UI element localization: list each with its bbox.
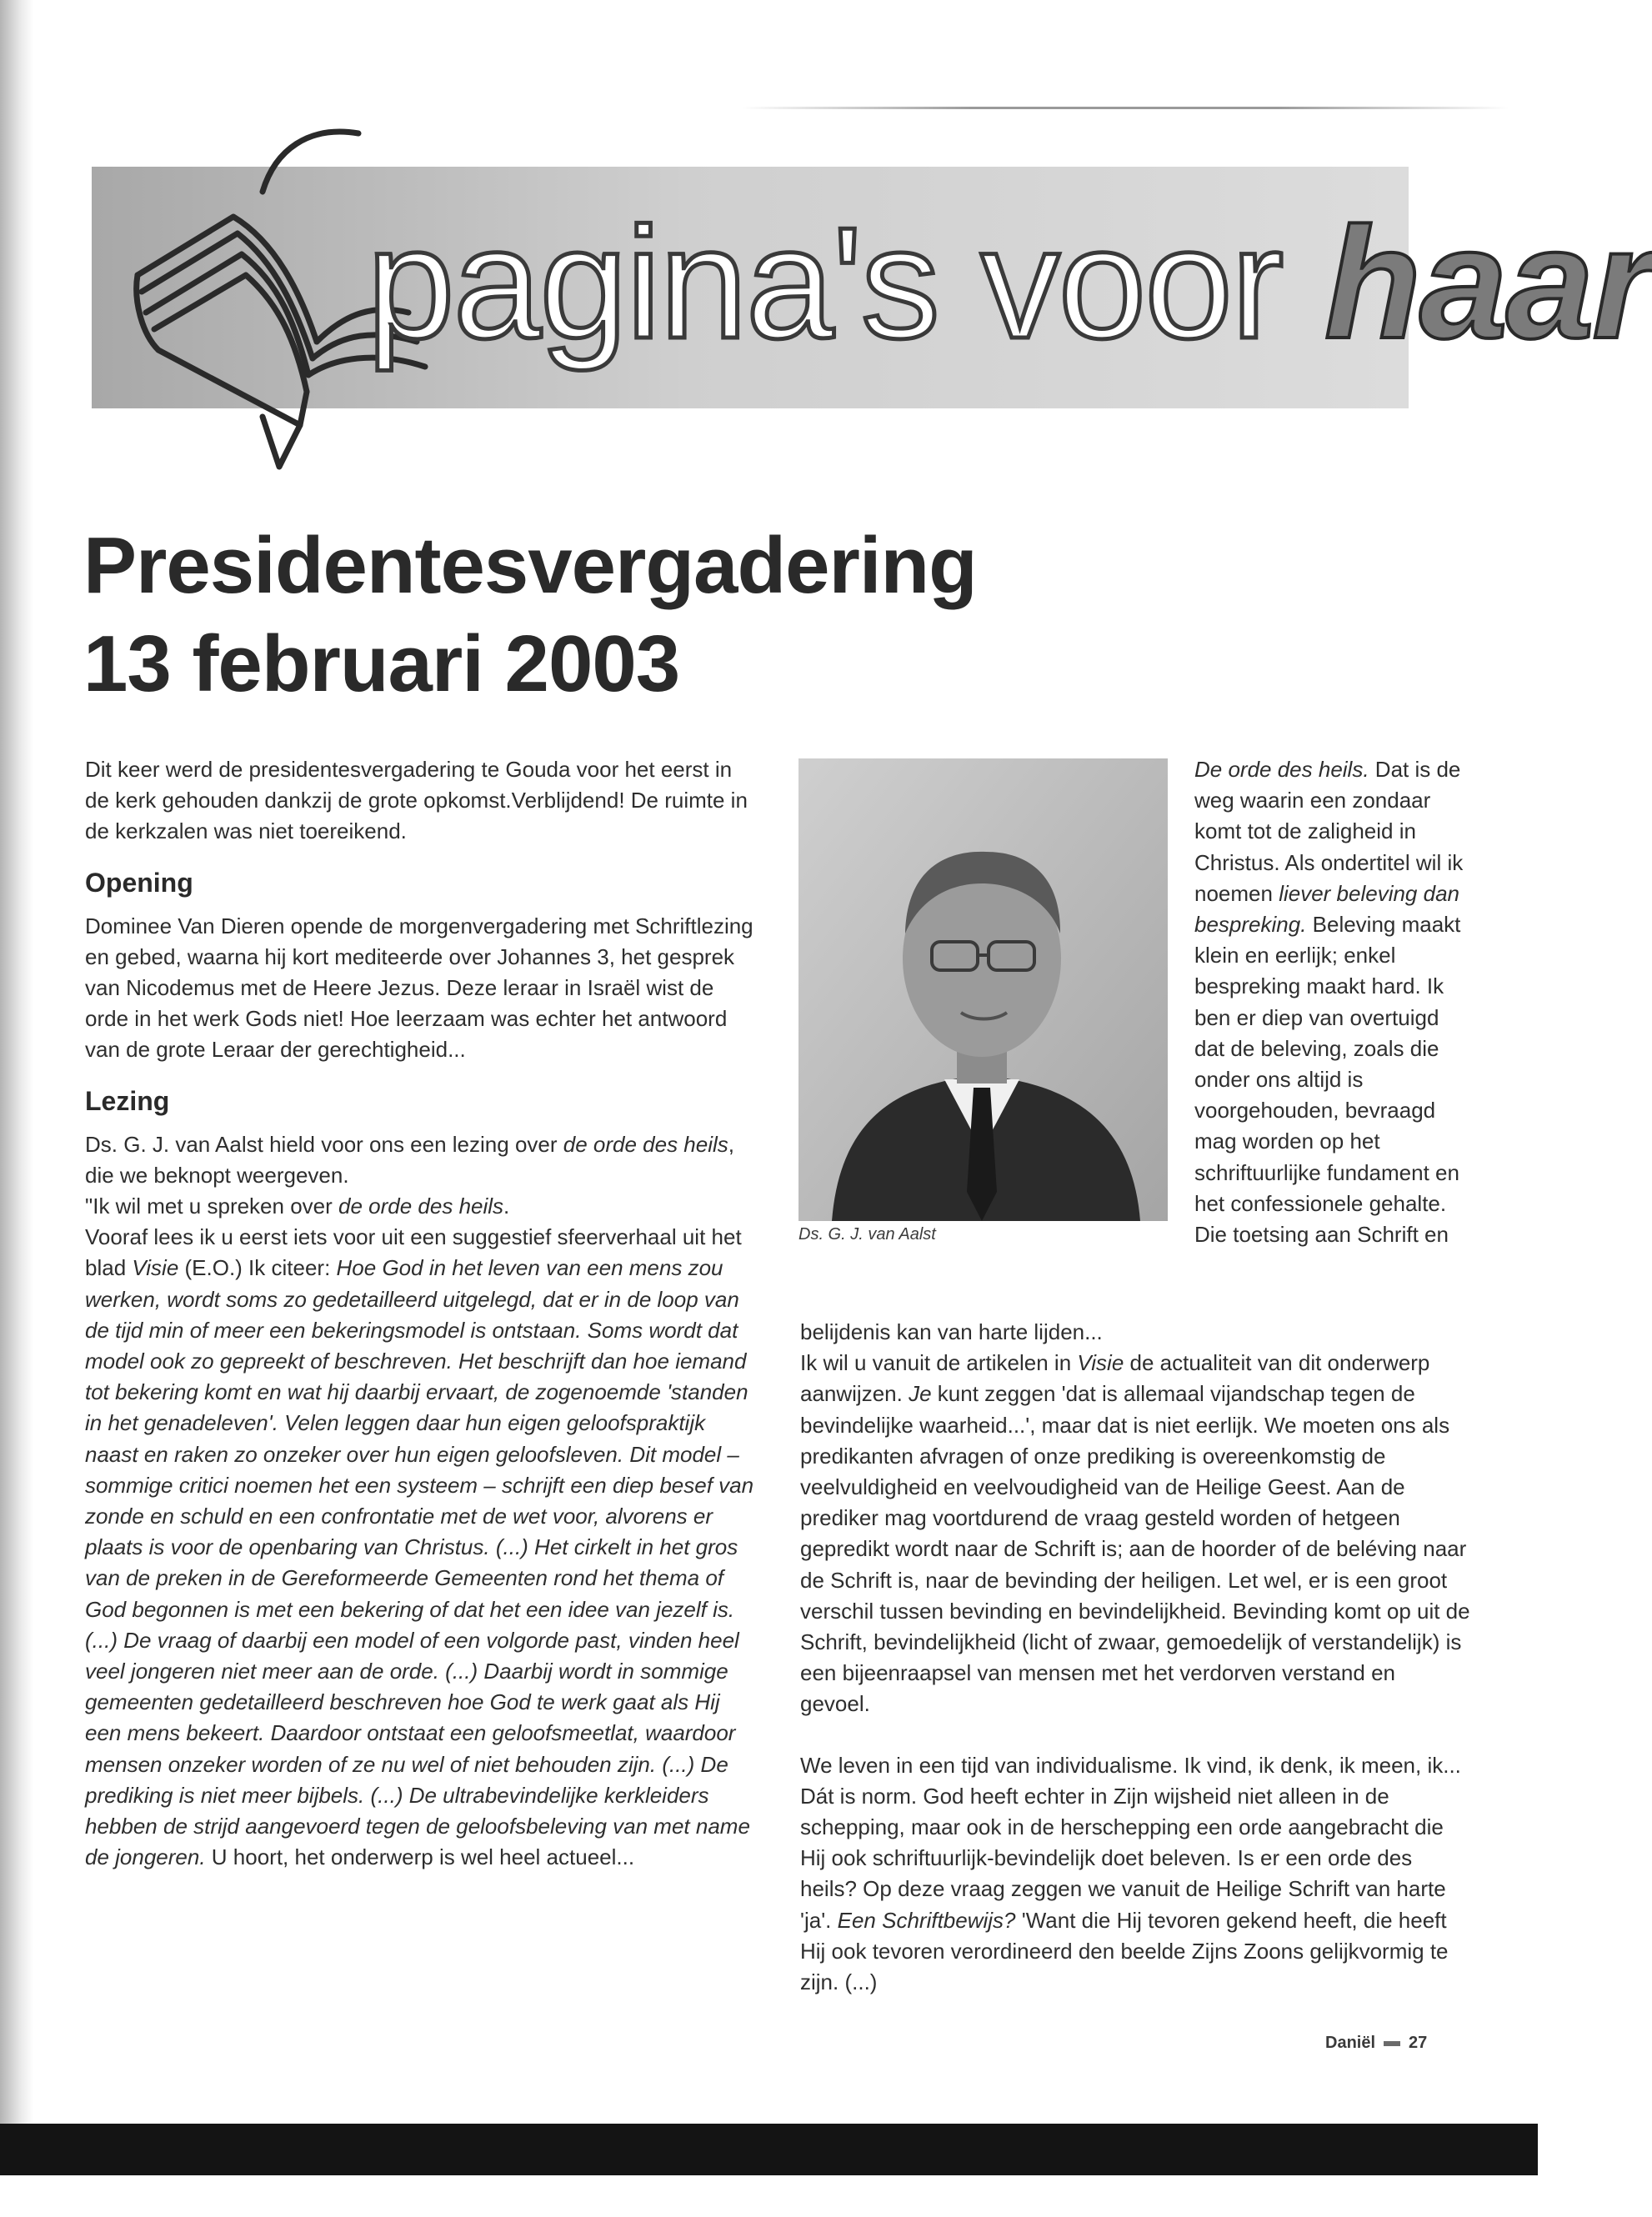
section-title-regular: pagina's voor	[367, 195, 1283, 372]
right-paragraph-1: belijdenis kan van harte lijden...	[800, 1319, 1103, 1344]
heading-lezing: Lezing	[85, 1085, 170, 1116]
heading-opening: Opening	[85, 867, 193, 898]
right-paragraph-2: Ik wil u vanuit de artikelen in Visie de actualiteit van dit onderwerp aanwijzen. Je kunt zeggen 'dat is allemaal vijandschap tegen de bevindelijke waarheid...', maar dat is niet eerlijk. We moeten ons als predikanten afvragen of onze prediking is overeenkomstig de veelvuldigheid en veelvoudigheid van de Heilige Geest. Aan de prediker mag voortdurend de vraag gesteld worden of hetgeen gepredikt wordt naar de Schrift is; aan de hoorder of de beléving naar de Schrift is, naar de bevinding der heiligen. Let wel, er is een groot verschil tussen bevinding en bevindelijkheid. Bevinding komt op uit de Schrift, bevindelijkheid (licht of zwaar, gemoedelijk of verstandelijk) is een bijeenraapsel van mensen met het verdorven verstand en gevoel.	[800, 1350, 1470, 1717]
photo-caption: Ds. G. J. van Aalst	[798, 1225, 936, 1244]
portrait-image	[798, 758, 1168, 1221]
lezing-paragraph-3: Vooraf lees ik u eerst iets voor uit een suggestief sfeerverhaal uit het blad Visie (E.O.) Ik citeer: Hoe God in het leven van een mens zou werken, wordt soms zo gedetailleerd uitgelegd, dat er in de loop van de tijd min of meer een bekeringsmodel is ontstaan. Soms wordt dat model ook zo gepreekt of beschreven. Het beschrijft dan hoe iemand tot bekering komt en wat hij daarbij ervaart, de zogenoemde 'standen in het genadeleven'. Velen leggen daar hun eigen geloofspraktijk naast en raken zo onzeker over hun eigen geloofsleven. Dit model – sommige critici noemen het een systeem – schrijft een diep besef van zonde en schuld en een confrontatie met de wet voor, alvorens er plaats is voor de openbaring van Christus. (...) Het cirkelt in het gros van de preken in de Gereformeerde Gemeenten rond het thema of God begonnen is met een bekering of dat het een idee van jezelf is. (...) De vraag of daarbij een model of een volgorde past, vinden heel veel jongeren niet meer aan de orde. (...) Daarbij wordt in sommige gemeenten gedetailleerd beschreven hoe God te werk gaat als Hij een mens bekeert. Daardoor ontstaat een geloofsmeetlat, waardoor mensen onzeker worden of ze nu wel of niet behouden zijn. (...) De prediking is niet meer bijbels. (...) De ultrabevindelijke kerkleiders hebben de strijd aangevoerd tegen de geloofsbeleving van met name de jongeren. U hoort, het onderwerp is wel heel actueel...	[85, 1224, 754, 1870]
masthead	[92, 158, 1652, 408]
paragraph-gap	[800, 1720, 1471, 1750]
headline-line-2: 13 februari 2003	[83, 619, 680, 708]
right-paragraph-3: We leven in een tijd van individualisme. Ik vind, ik denk, ik meen, ik... Dát is norm. God heeft echter in Zijn wijsheid niet alleen in de schepping, maar ook in de herschepping een orde aangebracht die Hij ook schriftuurlijk-bevindelijk doet beleven. Is er een orde des heils? Op deze vraag zeggen we vanuit de Heilige Schrift van harte 'ja'. Een Schriftbewijs? 'Want die Hij tevoren gekend heeft, die heeft Hij ook tevoren verordineerd den beelde Zijns Zoons gelijkvormig te zijn. (...)	[800, 1752, 1461, 1995]
lezing-paragraph-2: "Ik wil met u spreken over de orde des heils.	[85, 1194, 510, 1219]
magazine-name: Daniël	[1325, 2034, 1376, 2052]
article-headline	[83, 517, 1334, 713]
page-footer	[1325, 2034, 1427, 2053]
scan-edge-shadow	[0, 0, 33, 2134]
right-column-top	[1194, 754, 1474, 1250]
section-title	[367, 158, 1652, 408]
orde-des-heils-paragraph: De orde des heils. Dat is de weg waarin een zondaar komt tot de zaligheid in Christus. Als ondertitel wil ik noemen liever beleving dan bespreking. Beleving maakt klein en eerlijk; enkel bespreking maakt hard. Ik ben er diep van overtuigd dat de beleving, zoals die onder ons altijd is voorgehouden, bevraagd mag worden op het schriftuurlijke fundament en het confessionele gehalte. Die toetsing aan Schrift en	[1194, 757, 1464, 1248]
intro-paragraph: Dit keer werd de presidentesvergadering te Gouda voor het eerst in de kerk gehouden dankzij de grote opkomst.Verblijdend! De ruimte in de kerkzalen was niet toereikend.	[85, 757, 748, 844]
speaker-photo	[798, 758, 1168, 1221]
page-number: 27	[1409, 2034, 1428, 2052]
headline-line-1: Presidentesvergadering	[83, 521, 977, 610]
lezing-paragraph-1: Ds. G. J. van Aalst hield voor ons een lezing over de orde des heils, die we beknopt weergeven.	[85, 1131, 735, 1188]
opening-paragraph: Dominee Van Dieren opende de morgenvergadering met Schriftlezing en gebed, waarna hij kort mediteerde over Johannes 3, het gesprek van Nicodemus met de Heere Jezus. Deze leraar in Israël wist de orde in het werk Gods niet! Hoe leerzaam was echter het antwoord van de grote Leraar der gerechtigheid...	[85, 913, 753, 1063]
scan-bottom-edge	[0, 2124, 1538, 2175]
top-rule	[742, 107, 1509, 109]
right-column-bottom	[800, 1317, 1471, 1998]
section-title-accent: haar	[1324, 195, 1652, 372]
left-column	[85, 754, 758, 1874]
footer-separator	[1384, 2041, 1400, 2046]
